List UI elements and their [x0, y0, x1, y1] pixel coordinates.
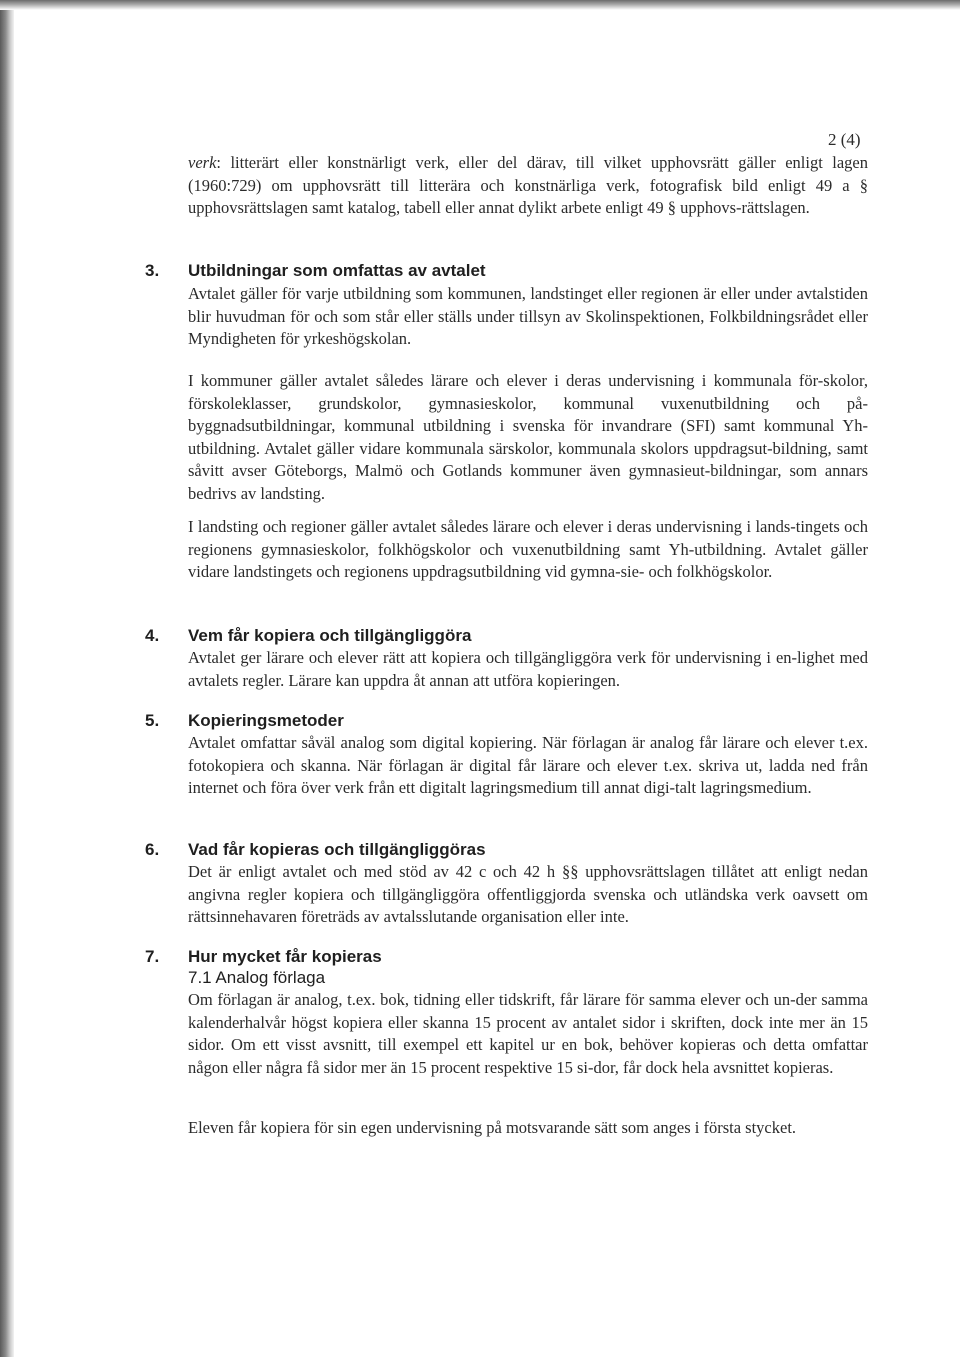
section-6-number: 6. — [145, 840, 160, 859]
section-7-subtitle: 7.1 Analog förlaga — [188, 968, 326, 987]
section-3-paragraph-3: I landsting och regioner gäller avtalet således lärare och elever i deras undervisning i lands-tingets och regionens gymnasieskolor, folkhögskolor och vuxenutbildning samt Yh-utbildning. Avtalet gäller vidare landstingets och regionens uppdragsutbildning vid gymna-sie- och folkhögskolor. — [188, 517, 868, 581]
section-3-paragraph-2: I kommuner gäller avtalet således lärare och elever i deras undervisning i kommunala för-skolor, förskoleklasser, grundskolor, gymnasieskolor, kommunal vuxenutbildning och på-byggnadsutbildningar, kommunal utbildning i svenska för invandrare (SFI) samt kommunal Yh-utbildning. Avtalet gäller vidare kommunala särskolor, kommunala skolors uppdragsut-bildning, samt såvitt avser Göteborgs, Malmö och Gotlands kommuner även gymnasieut-bildningar, som annars bedrivs av landsting. — [188, 371, 868, 503]
scan-edge-top — [0, 0, 960, 10]
section-6-title: Vad får kopieras och tillgängliggöras — [188, 840, 486, 859]
section-3-title: Utbildningar som omfattas av avtalet — [188, 261, 486, 280]
section-7-title: Hur mycket får kopieras — [188, 947, 382, 966]
section-4-title: Vem får kopiera och tillgängliggöra — [188, 626, 472, 645]
scan-edge-left — [0, 0, 14, 1357]
section-5-number: 5. — [145, 711, 160, 730]
intro-text: : litterärt eller konstnärligt verk, eller del därav, till vilket upphovsrätt gäller enligt lagen (1960:729) om upphovsrätt till litterära och konstnärliga verk, fotografisk bild enligt 49 a § upphovsrättslagen samt katalog, tabell eller annat dylikt arbete enligt 49 § upphovs-rättslagen. — [188, 153, 868, 217]
intro-definition — [188, 152, 868, 220]
section-5-paragraph-1: Avtalet omfattar såväl analog som digital kopiering. När förlagan är analog får lärare och elever t.ex. fotokopiera och skanna. När förlagan är digital får lärare och elever t.ex. skriva ut, ladda ned från internet och föra över verk från ett digitalt lagringsmedium till annat digi-talt lagringsmedium. — [188, 733, 868, 797]
section-3-paragraph-1: Avtalet gäller för varje utbildning som kommunen, landstinget eller regionen är eller under avtalstiden blir huvudman för och som står eller ställs under tillsyn av Skolinspektionen, Folkbildningsrådet eller Myndigheten för yrkeshögskolan. — [188, 284, 868, 348]
section-7-paragraph-2: Eleven får kopiera för sin egen undervisning på motsvarande sätt som anges i första stycket. — [188, 1118, 797, 1137]
intro-term: verk — [188, 153, 217, 172]
section-3-number: 3. — [145, 261, 160, 280]
section-6-paragraph-1: Det är enligt avtalet och med stöd av 42 c och 42 h §§ upphovsrättslagen tillåtet att enligt nedan angivna regler kopiera och tillgängliggöra offentliggjorda svenska och utländska verk oavsett om rättsinnehavaren företräds av avtalsslutande organisation eller inte. — [188, 862, 868, 926]
section-4-number: 4. — [145, 626, 160, 645]
page-number: 2 (4) — [828, 130, 861, 149]
section-7-paragraph-1: Om förlagan är analog, t.ex. bok, tidning eller tidskrift, får lärare för samma elever och un-der samma kalenderhalvår högst kopiera eller skanna 15 procent av antalet sidor i skriften, dock inte mer än 15 sidor. Om ett visst avsnitt, till exempel ett kapitel ur en bok, behöver kopieras och detta omfattar någon eller några få sidor mer än 15 procent respektive 15 si-dor, får dock hela avsnittet kopieras. — [188, 990, 868, 1077]
section-7-number: 7. — [145, 947, 160, 966]
section-4-paragraph-1: Avtalet ger lärare och elever rätt att kopiera och tillgängliggöra verk för undervisning i en-lighet med avtalets regler. Lärare kan uppdra åt annan att utföra kopieringen. — [188, 648, 868, 690]
section-5-title: Kopieringsmetoder — [188, 711, 344, 730]
